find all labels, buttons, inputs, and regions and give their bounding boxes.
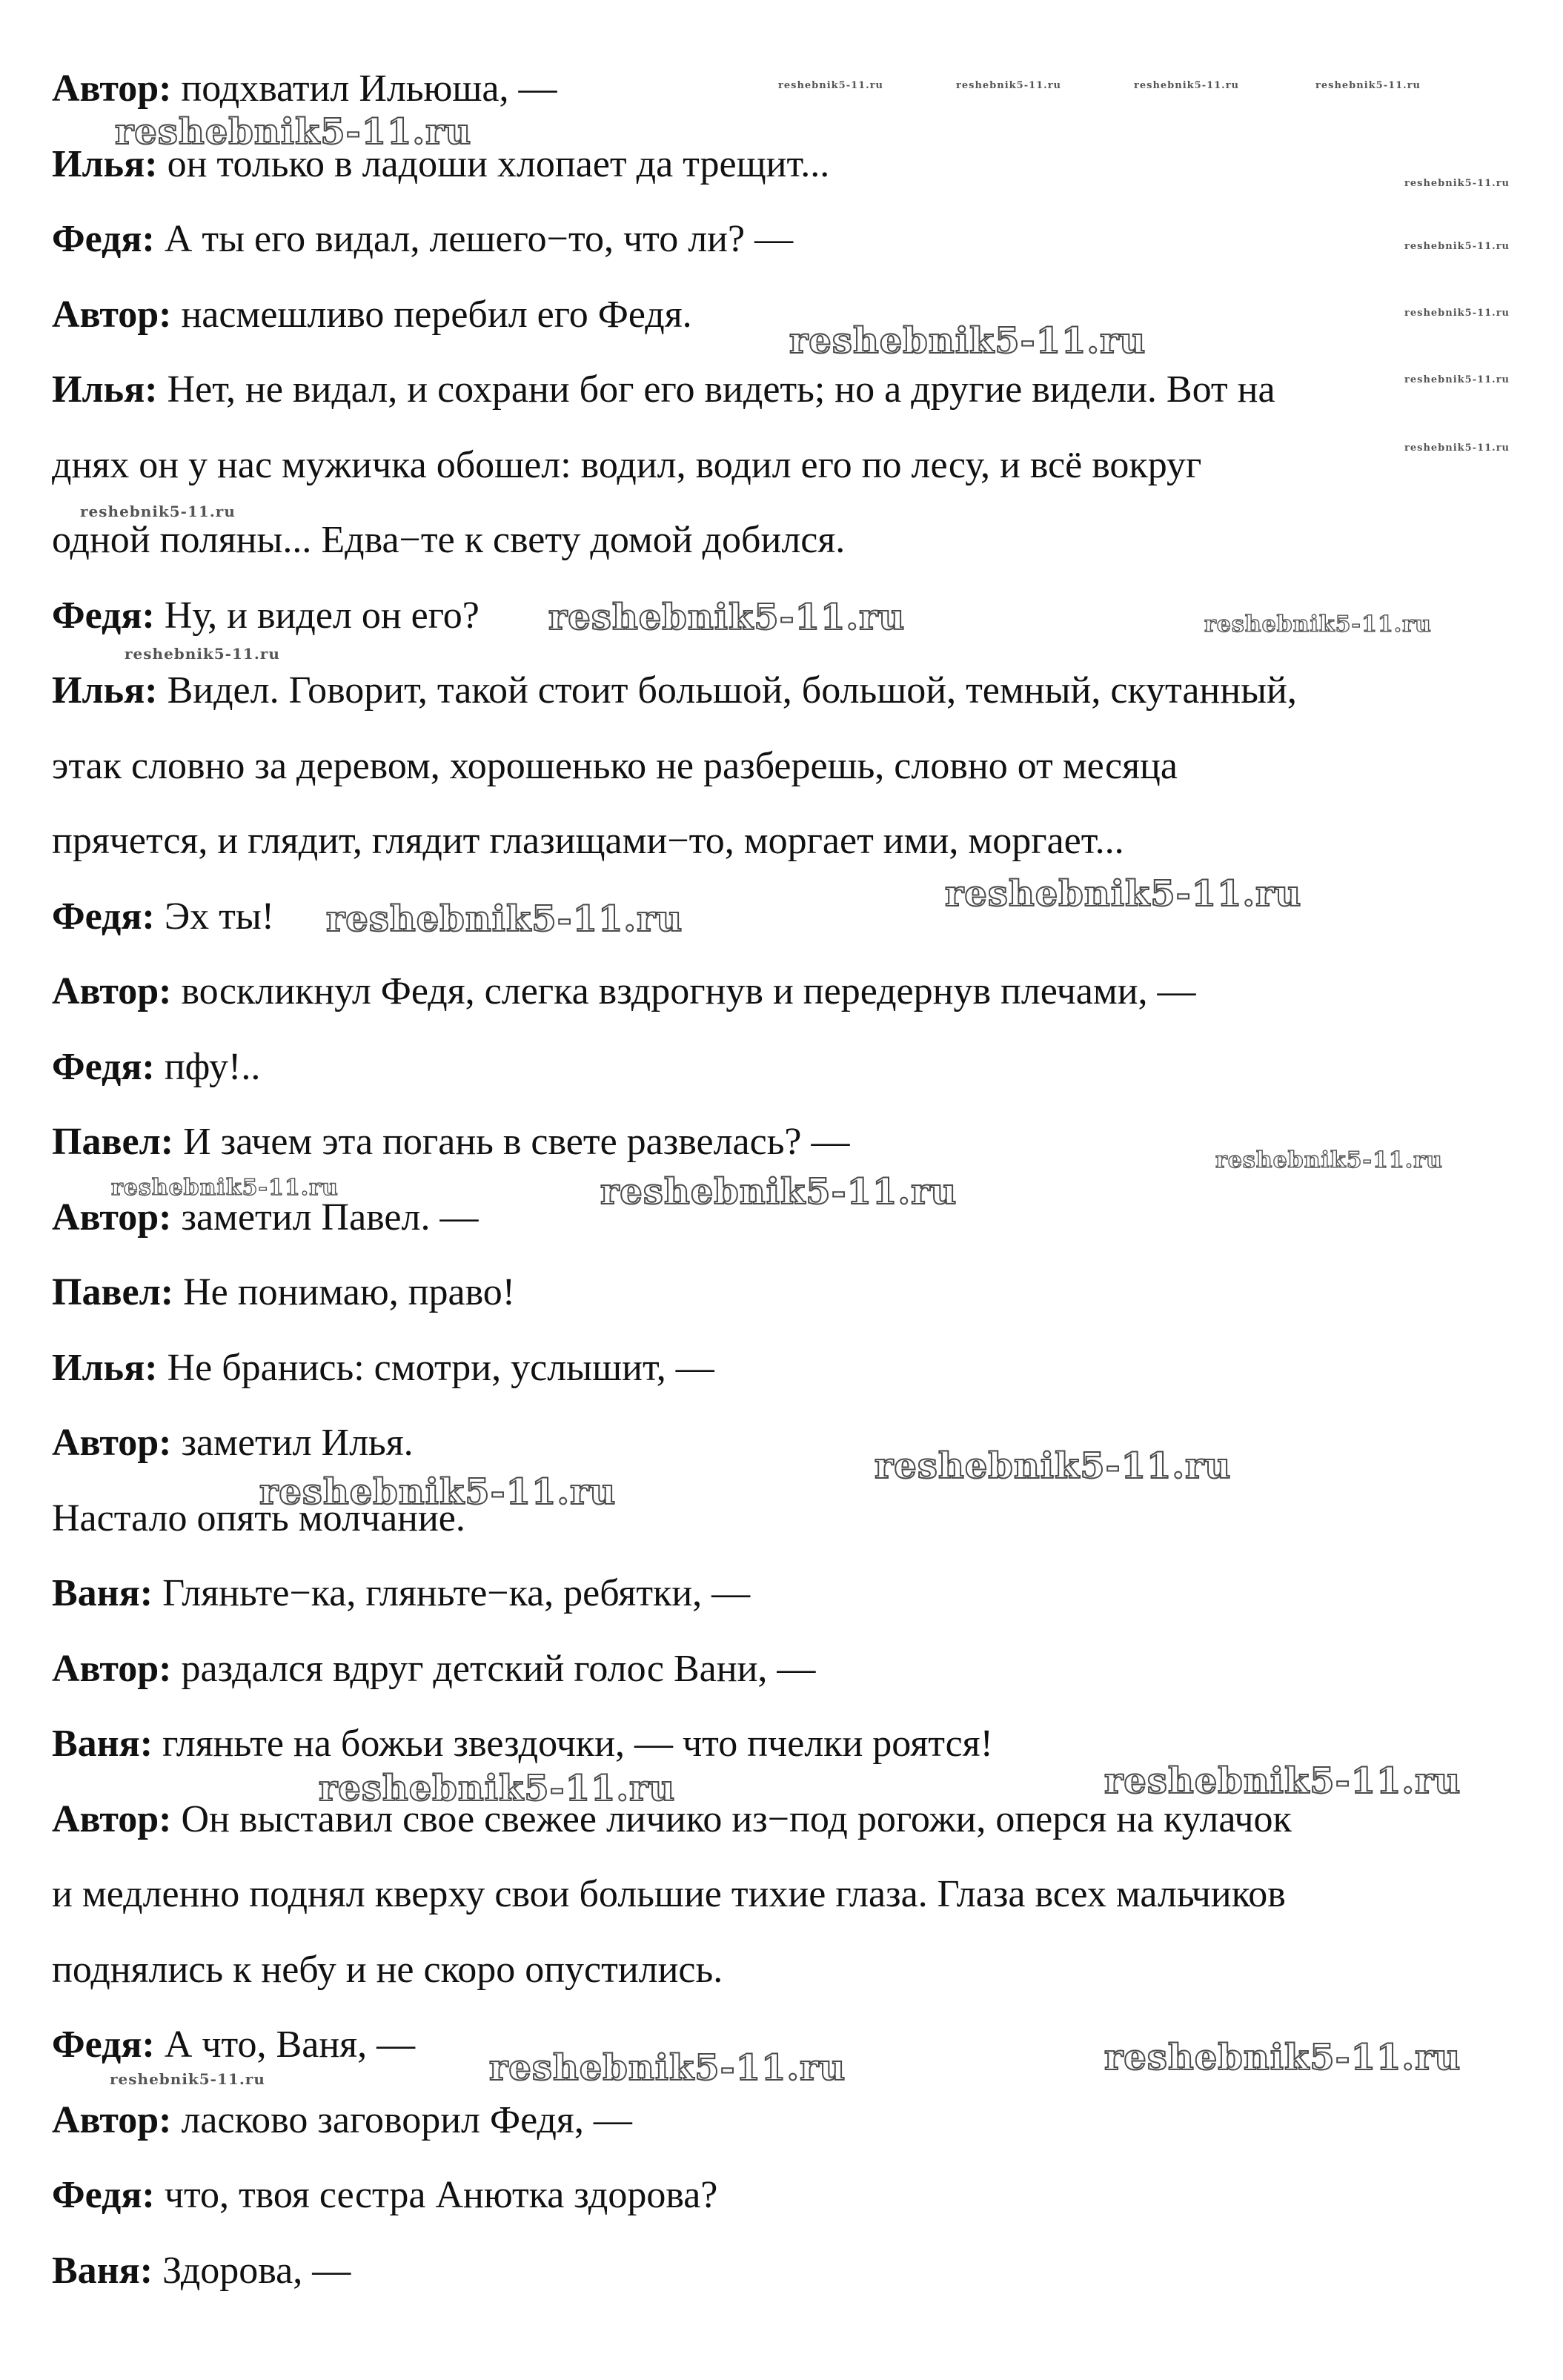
line-text: А ты его видал, лешего−то, что ли? — (164, 218, 794, 260)
watermark: reshebnik5-11.ru (110, 2070, 265, 2088)
line-text: ласково заговорил Федя, — (181, 2098, 632, 2141)
dialogue-line (52, 443, 1504, 519)
dialogue-line (52, 744, 1504, 820)
watermark: reshebnik5-11.ru (1404, 308, 1510, 319)
line-text: Не бранись: смотри, услышит, — (167, 1346, 714, 1389)
line-text: что, твоя сестра Анютка здорова? (164, 2174, 718, 2216)
line-text: заметил Павел. — (181, 1196, 479, 1239)
line-text: Нет, не видал, и сохрани бог его видеть; но а другие видели. Вот на (167, 368, 1275, 411)
watermark: reshebnik5-11.ru (1204, 611, 1432, 637)
speaker-label: Ваня: (52, 2249, 153, 2292)
speaker-label: Автор: (52, 2098, 172, 2141)
line-text: Не понимаю, право! (183, 1271, 516, 1313)
speaker-label: Автор: (52, 1647, 172, 1690)
watermark: reshebnik5-11.ru (1315, 80, 1421, 91)
line-text: пфу!.. (164, 1045, 261, 1088)
watermark: reshebnik5-11.ru (600, 1171, 958, 1213)
dialogue-line (52, 293, 1504, 368)
dialogue-line (52, 1872, 1504, 1948)
line-text: Он выставил свое свежее личико из−под рогожи, оперся на кулачок (181, 1797, 1292, 1840)
dialogue-line (52, 142, 1504, 218)
line-text: И зачем эта погань в свете развелась? — (183, 1121, 850, 1163)
dialogue-line (52, 969, 1504, 1045)
watermark: reshebnik5-11.ru (956, 80, 1062, 91)
watermark: reshebnik5-11.ru (326, 898, 683, 940)
speaker-label: Автор: (52, 1797, 172, 1840)
dialogue-line (52, 1647, 1504, 1723)
line-text: и медленно поднял кверху свои большие тихие глаза. Глаза всех мальчиков (52, 1873, 1286, 1915)
watermark: reshebnik5-11.ru (1134, 80, 1240, 91)
watermark: reshebnik5-11.ru (80, 503, 236, 520)
line-text: подхватил Ильюша, — (181, 67, 557, 110)
dialogue-line (52, 1270, 1504, 1346)
speaker-label: Автор: (52, 970, 172, 1012)
speaker-label: Федя: (52, 895, 155, 938)
speaker-label: Федя: (52, 594, 155, 637)
dialogue-line (52, 1045, 1504, 1121)
watermark: reshebnik5-11.ru (1404, 241, 1510, 252)
line-text: прячется, и глядит, глядит глазищами−то, моргает ими, моргает... (52, 820, 1124, 862)
line-text: воскликнул Федя, слегка вздрогнув и передернув плечами, — (181, 970, 1196, 1012)
speaker-label: Илья: (52, 142, 158, 185)
watermark: reshebnik5-11.ru (1404, 374, 1510, 385)
line-text: гляньте на божьи звездочки, — что пчелки роятся! (162, 1723, 993, 1765)
watermark: reshebnik5-11.ru (1215, 1147, 1443, 1173)
speaker-label: Ваня: (52, 1723, 153, 1765)
line-text: Здорова, — (162, 2249, 351, 2292)
line-text: этак словно за деревом, хорошенько не разберешь, словно от месяца (52, 744, 1178, 787)
dialogue-line (52, 1797, 1504, 1873)
dialogue-line (52, 2173, 1504, 2249)
line-text: он только в ладоши хлопает да трещит... (167, 142, 830, 185)
line-text: заметил Илья. (181, 1422, 414, 1464)
line-text: Эх ты! (164, 895, 275, 938)
watermark: reshebnik5-11.ru (1104, 2037, 1461, 2078)
dialogue-line (52, 1948, 1504, 2023)
watermark: reshebnik5-11.ru (489, 2047, 846, 2089)
watermark: reshebnik5-11.ru (789, 320, 1146, 362)
speaker-label: Павел: (52, 1271, 174, 1313)
speaker-label: Павел: (52, 1121, 174, 1163)
line-text: раздался вдруг детский голос Вани, — (181, 1647, 816, 1690)
watermark: reshebnik5-11.ru (1404, 178, 1510, 189)
line-text: Ну, и видел он его? (164, 594, 479, 637)
speaker-label: Федя: (52, 2023, 155, 2066)
dialogue-line (52, 368, 1504, 443)
dialogue-line (52, 217, 1504, 293)
speaker-label: Илья: (52, 1346, 158, 1389)
line-text: А что, Ваня, — (164, 2023, 416, 2066)
watermark: reshebnik5-11.ru (115, 111, 472, 153)
dialogue-line (52, 2098, 1504, 2174)
speaker-label: Илья: (52, 669, 158, 712)
watermark: reshebnik5-11.ru (111, 1175, 339, 1201)
line-text: днях он у нас мужичка обошел: водил, водил его по лесу, и всё вокруг (52, 443, 1202, 486)
watermark: reshebnik5-11.ru (125, 645, 280, 663)
speaker-label: Автор: (52, 293, 172, 336)
speaker-label: Федя: (52, 1045, 155, 1088)
watermark: reshebnik5-11.ru (778, 80, 884, 91)
dialogue-line (52, 1571, 1504, 1647)
dialogue-line (52, 2249, 1504, 2324)
watermark: reshebnik5-11.ru (319, 1768, 676, 1809)
line-text: Видел. Говорит, такой стоит большой, большой, темный, скутанный, (167, 669, 1297, 712)
speaker-label: Автор: (52, 1196, 172, 1239)
watermark: reshebnik5-11.ru (1104, 1760, 1461, 1802)
watermark: reshebnik5-11.ru (1404, 442, 1510, 454)
watermark: reshebnik5-11.ru (875, 1445, 1232, 1487)
speaker-label: Федя: (52, 218, 155, 260)
speaker-label: Автор: (52, 1422, 172, 1464)
line-text: насмешливо перебил его Федя. (181, 293, 692, 336)
speaker-label: Федя: (52, 2174, 155, 2216)
line-text: Гляньте−ка, гляньте−ка, ребятки, — (162, 1572, 751, 1614)
speaker-label: Илья: (52, 368, 158, 411)
speaker-label: Автор: (52, 67, 172, 110)
dialogue-line (52, 669, 1504, 744)
watermark: reshebnik5-11.ru (945, 873, 1302, 915)
line-text: одной поляны... Едва−те к свету домой добился. (52, 519, 846, 561)
dialogue-line (52, 518, 1504, 594)
line-text: поднялись к небу и не скоро опустились. (52, 1948, 723, 1991)
dialogue-line (52, 1346, 1504, 1422)
speaker-label: Ваня: (52, 1572, 153, 1614)
watermark: reshebnik5-11.ru (259, 1471, 617, 1513)
watermark: reshebnik5-11.ru (548, 597, 906, 638)
line-text: Настало опять молчание. (52, 1496, 465, 1539)
